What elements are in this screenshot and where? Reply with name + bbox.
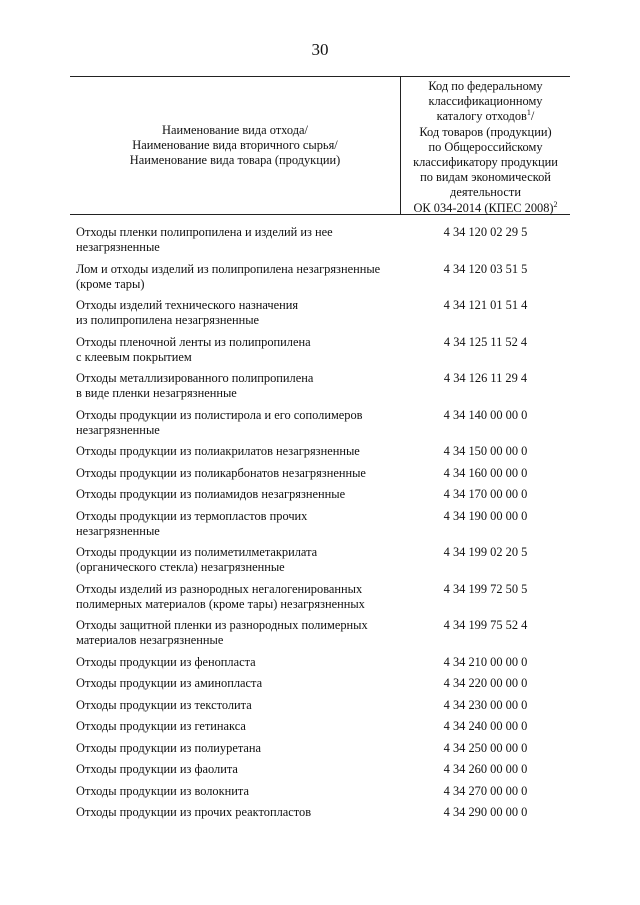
waste-code-cell: 4 34 230 00 00 0 (443, 697, 528, 712)
waste-name-line: Лом и отходы изделий из полипропилена незагрязненные (76, 261, 381, 276)
table-row (70, 676, 570, 698)
waste-name-line: Отходы металлизированного полипропилена (76, 371, 314, 385)
table-row (70, 719, 570, 741)
table-row (70, 545, 570, 582)
waste-name-cell (70, 618, 400, 648)
waste-name-line: Отходы продукции из термопластов прочих (76, 508, 308, 523)
waste-name-line: незагрязненные (76, 523, 160, 538)
header-code-line (401, 201, 570, 216)
table-row (70, 466, 570, 488)
waste-name-line: с клеевым покрытием (76, 349, 192, 364)
waste-code-cell: 4 34 120 02 29 5 (443, 225, 528, 239)
waste-code-cell: 4 34 120 03 51 5 (443, 261, 528, 276)
waste-name-line: Отходы защитной пленки из разнородных полимерных (76, 618, 368, 632)
waste-name-cell (70, 487, 400, 502)
table-row (70, 225, 570, 262)
waste-name-line: Отходы продукции из полиамидов незагрязненные (76, 487, 346, 501)
waste-name-line: Отходы продукции из поликарбонатов незагрязненные (76, 465, 366, 480)
waste-name-cell (70, 371, 400, 401)
table-row (70, 262, 570, 299)
waste-name-line: Отходы продукции из волокнита (76, 783, 249, 798)
waste-name-cell (70, 784, 400, 799)
waste-name-cell (70, 444, 400, 459)
header-code-line: по видам экономической (420, 170, 551, 185)
waste-name-line: Отходы продукции из прочих реактопластов (76, 805, 312, 819)
table-row (70, 784, 570, 806)
waste-name-cell (70, 676, 400, 691)
table-row (70, 509, 570, 546)
table-row (70, 444, 570, 466)
table-row (70, 762, 570, 784)
waste-name-cell (70, 509, 400, 539)
waste-code-cell: 4 34 125 11 52 4 (443, 334, 528, 349)
header-name-column (70, 77, 401, 214)
waste-name-cell (70, 698, 400, 713)
waste-name-line: Отходы продукции из фенопласта (76, 654, 256, 669)
waste-name-line: (органического стекла) незагрязненные (76, 560, 285, 575)
waste-code-cell: 4 34 199 02 20 5 (443, 545, 528, 559)
waste-name-line: полимерных материалов (кроме тары) незагрязненных (76, 596, 365, 611)
waste-code-cell: 4 34 210 00 00 0 (443, 654, 528, 669)
waste-code-cell: 4 34 250 00 00 0 (443, 740, 528, 755)
waste-code-cell: 4 34 150 00 00 0 (443, 444, 528, 458)
waste-name-cell (70, 408, 400, 438)
header-code-line: классификатору продукции (413, 155, 558, 170)
waste-name-line: (кроме тары) (76, 276, 145, 291)
waste-name-line: материалов незагрязненные (76, 633, 224, 648)
waste-name-cell (70, 262, 400, 292)
waste-name-line: Отходы продукции из текстолита (76, 697, 252, 712)
table-row (70, 618, 570, 655)
waste-name-cell (70, 225, 400, 255)
table-row (70, 582, 570, 619)
waste-code-cell: 4 34 160 00 00 0 (443, 465, 528, 480)
table-row (70, 408, 570, 445)
waste-code-cell: 4 34 240 00 00 0 (443, 719, 528, 733)
waste-code-cell: 4 34 220 00 00 0 (443, 676, 528, 690)
header-code-line: по Общероссийскому (428, 139, 543, 154)
waste-name-cell (70, 805, 400, 820)
table-row (70, 741, 570, 763)
header-code-line: Код по федеральному (428, 79, 543, 93)
waste-code-cell: 4 34 260 00 00 0 (443, 762, 528, 776)
header-code-line (401, 109, 570, 124)
waste-name-line: Отходы изделий технического назначения (76, 298, 299, 312)
waste-name-line: Отходы продукции из полистирола и его сополимеров (76, 407, 363, 422)
waste-name-line: Отходы пленки полипропилена и изделий из нее (76, 225, 333, 239)
table-body (70, 225, 570, 827)
waste-name-line: Отходы продукции из полиакрилатов незагрязненные (76, 444, 360, 458)
waste-name-line: Отходы продукции из аминопласта (76, 676, 263, 690)
waste-code-cell: 4 34 121 01 51 4 (443, 298, 528, 312)
waste-code-cell: 4 34 270 00 00 0 (443, 783, 528, 798)
header-code-text: ОК 034-2014 (КПЕС 2008) (413, 200, 554, 215)
header-code-line: деятельности (450, 185, 521, 200)
waste-name-cell (70, 741, 400, 756)
waste-name-cell (70, 655, 400, 670)
header-code-line: классификационному (428, 94, 543, 109)
waste-name-line: незагрязненные (76, 422, 160, 437)
waste-name-cell (70, 298, 400, 328)
waste-name-line: незагрязненные (76, 240, 160, 255)
waste-name-line: из полипропилена незагрязненные (76, 313, 260, 328)
waste-name-cell (70, 335, 400, 365)
waste-name-line: Отходы продукции из полиметилметакрилата (76, 545, 318, 559)
waste-name-cell (70, 545, 400, 575)
table-row (70, 298, 570, 335)
waste-name-line: Отходы изделий из разнородных негалогенированных (76, 581, 363, 596)
table-row (70, 487, 570, 509)
waste-name-cell (70, 466, 400, 481)
waste-name-line: в виде пленки незагрязненные (76, 386, 237, 401)
waste-name-line: Отходы пленочной ленты из полипропилена (76, 334, 311, 349)
waste-name-cell (70, 582, 400, 612)
header-code-text: каталогу отходов (436, 109, 527, 124)
footnote-marker: 1 (526, 108, 531, 118)
waste-code-cell: 4 34 126 11 29 4 (443, 371, 528, 385)
waste-code-cell: 4 34 290 00 00 0 (443, 805, 528, 819)
table-row (70, 335, 570, 372)
waste-name-line: Отходы продукции из полиуретана (76, 740, 262, 755)
waste-code-cell: 4 34 199 75 52 4 (443, 618, 528, 632)
header-name-line: Наименование вида отхода/ (162, 122, 308, 137)
waste-code-cell: 4 34 140 00 00 0 (443, 407, 528, 422)
waste-classification-table (70, 76, 570, 819)
waste-code-cell: 4 34 190 00 00 0 (443, 508, 528, 523)
waste-name-cell (70, 719, 400, 734)
table-row (70, 655, 570, 677)
table-header (70, 76, 570, 215)
waste-code-cell: 4 34 170 00 00 0 (443, 487, 528, 501)
waste-name-line: Отходы продукции из фаолита (76, 762, 238, 776)
page-number: 30 (311, 40, 329, 59)
table-row (70, 698, 570, 720)
table-row (70, 805, 570, 827)
table-row (70, 371, 570, 408)
header-name-line: Наименование вида вторичного сырья/ (132, 137, 338, 152)
header-code-line: Код товаров (продукции) (419, 124, 552, 139)
footnote-marker: 2 (553, 199, 558, 209)
waste-name-cell (70, 762, 400, 777)
header-code-column (401, 77, 570, 214)
waste-code-cell: 4 34 199 72 50 5 (443, 581, 528, 596)
header-name-line: Наименование вида товара (продукции) (129, 153, 341, 168)
header-separator: / (530, 109, 535, 124)
waste-name-line: Отходы продукции из гетинакса (76, 719, 246, 733)
